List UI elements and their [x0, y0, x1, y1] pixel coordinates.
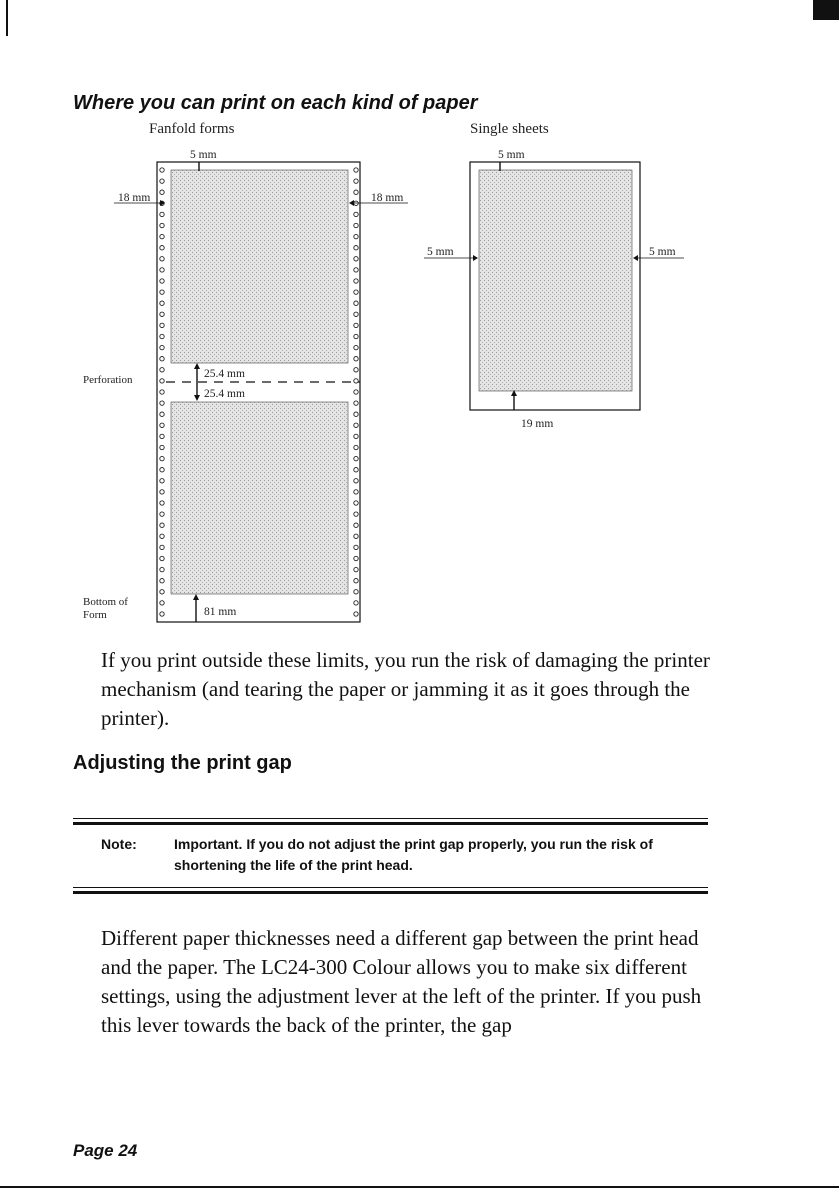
sprocket-hole	[160, 479, 164, 483]
sprocket-hole	[354, 468, 358, 472]
sprocket-hole	[160, 301, 164, 305]
sprocket-hole	[354, 301, 358, 305]
sprocket-hole	[160, 179, 164, 183]
sprocket-hole	[354, 601, 358, 605]
sprocket-hole	[354, 168, 358, 172]
sprocket-hole	[354, 423, 358, 427]
sprocket-hole	[160, 212, 164, 216]
sprocket-hole	[354, 567, 358, 571]
sprocket-hole	[160, 312, 164, 316]
note-body: Important. If you do not adjust the print gap properly, you run the risk of shortening the life of the print head.	[174, 836, 653, 873]
note-rule-top-thin	[73, 818, 708, 819]
sprocket-hole	[160, 379, 164, 383]
sprocket-hole	[160, 468, 164, 472]
fanfold-printable-area-upper	[171, 170, 348, 363]
sprocket-hole	[354, 501, 358, 505]
sprocket-hole	[354, 368, 358, 372]
single-bottom-margin-label: 19 mm	[521, 418, 554, 430]
bottom-of-form-label: Bottom of Form	[83, 596, 128, 621]
single-sheets-caption: Single sheets	[470, 121, 549, 137]
fanfold-printable-area-lower	[171, 402, 348, 594]
sprocket-hole	[160, 512, 164, 516]
sprocket-hole	[354, 345, 358, 349]
fanfold-right-margin-label: 18 mm	[371, 192, 404, 204]
sprocket-hole	[160, 556, 164, 560]
single-printable-area	[479, 170, 632, 391]
sprocket-hole	[354, 556, 358, 560]
sprocket-hole	[160, 445, 164, 449]
single-left-margin-label: 5 mm	[427, 246, 454, 258]
printable-area-diagram	[0, 140, 839, 640]
footer-rule	[0, 1186, 839, 1188]
fanfold-bottom-margin-label: 81 mm	[204, 606, 237, 618]
sprocket-hole	[354, 246, 358, 250]
sprocket-hole	[354, 179, 358, 183]
sprocket-hole	[160, 234, 164, 238]
sprocket-hole	[160, 545, 164, 549]
sprocket-hole	[354, 223, 358, 227]
sprocket-hole	[354, 490, 358, 494]
note-rule-bottom-thick	[73, 891, 708, 894]
sprocket-holes-right	[354, 168, 358, 616]
sprocket-hole	[160, 401, 164, 405]
sprocket-hole	[354, 234, 358, 238]
sprocket-hole	[354, 412, 358, 416]
sprocket-hole	[354, 579, 358, 583]
sprocket-hole	[160, 223, 164, 227]
sprocket-hole	[160, 567, 164, 571]
section-heading: Adjusting the print gap	[73, 752, 292, 774]
sprocket-hole	[354, 379, 358, 383]
sprocket-hole	[160, 423, 164, 427]
sprocket-hole	[160, 290, 164, 294]
single-right-margin-label: 5 mm	[649, 246, 676, 258]
sprocket-hole	[354, 434, 358, 438]
sprocket-hole	[354, 590, 358, 594]
page-heading: Where you can print on each kind of paper	[73, 92, 478, 114]
print-gap-paragraph: Different paper thicknesses need a different gap between the print head and the paper. The LC24-300 Colour allows you to make six different settings, using the adjustment lever at the left of the printer. If you push this lever towards the back of the printer, the gap	[101, 926, 702, 1037]
sprocket-hole	[354, 479, 358, 483]
sprocket-hole	[160, 490, 164, 494]
sprocket-hole	[160, 279, 164, 283]
sprocket-hole	[354, 523, 358, 527]
sprocket-hole	[160, 334, 164, 338]
limits-warning-paragraph: If you print outside these limits, you run the risk of damaging the printer mechanism (and tearing the paper or jamming it as it goes through the printer).	[101, 648, 710, 730]
sprocket-hole	[160, 168, 164, 172]
sprocket-hole	[354, 334, 358, 338]
note-rule-top-thick	[73, 822, 708, 825]
note-label: Note:	[101, 836, 137, 852]
sprocket-hole	[160, 590, 164, 594]
sprocket-hole	[160, 501, 164, 505]
sprocket-hole	[354, 268, 358, 272]
sprocket-hole	[354, 390, 358, 394]
sprocket-hole	[160, 579, 164, 583]
sprocket-hole	[354, 612, 358, 616]
sprocket-hole	[354, 512, 358, 516]
note-rule-bottom-thin	[73, 887, 708, 888]
fanfold-caption: Fanfold forms	[149, 121, 235, 137]
sprocket-hole	[160, 601, 164, 605]
sprocket-hole	[160, 246, 164, 250]
sprocket-hole	[160, 534, 164, 538]
page-number: Page 24	[73, 1141, 138, 1160]
sprocket-hole	[160, 523, 164, 527]
sprocket-hole	[354, 290, 358, 294]
sprocket-hole	[160, 323, 164, 327]
above-perforation-label: 25.4 mm	[204, 368, 245, 380]
sprocket-hole	[354, 445, 358, 449]
sprocket-hole	[160, 357, 164, 361]
sprocket-hole	[160, 368, 164, 372]
sprocket-hole	[354, 190, 358, 194]
sprocket-hole	[354, 357, 358, 361]
single-top-margin-label: 5 mm	[498, 149, 525, 161]
sprocket-holes-left	[160, 168, 164, 616]
single-sheet	[424, 162, 684, 410]
sprocket-hole	[160, 345, 164, 349]
fanfold-form	[114, 162, 408, 622]
sprocket-hole	[354, 212, 358, 216]
sprocket-hole	[354, 323, 358, 327]
sprocket-hole	[354, 257, 358, 261]
sprocket-hole	[160, 257, 164, 261]
sprocket-hole	[354, 456, 358, 460]
perforation-label: Perforation	[83, 374, 133, 386]
sprocket-hole	[354, 312, 358, 316]
sprocket-hole	[160, 612, 164, 616]
below-perforation-label: 25.4 mm	[204, 388, 245, 400]
sprocket-hole	[160, 412, 164, 416]
sprocket-hole	[354, 534, 358, 538]
sprocket-hole	[160, 390, 164, 394]
sprocket-hole	[354, 279, 358, 283]
corner-tab-mark	[813, 0, 839, 20]
sprocket-hole	[354, 545, 358, 549]
sprocket-hole	[160, 434, 164, 438]
scan-edge-mark	[6, 0, 8, 36]
sprocket-hole	[160, 268, 164, 272]
sprocket-hole	[160, 190, 164, 194]
sprocket-hole	[160, 456, 164, 460]
fanfold-left-margin-label: 18 mm	[118, 192, 151, 204]
fanfold-top-margin-label: 5 mm	[190, 149, 217, 161]
sprocket-hole	[354, 401, 358, 405]
